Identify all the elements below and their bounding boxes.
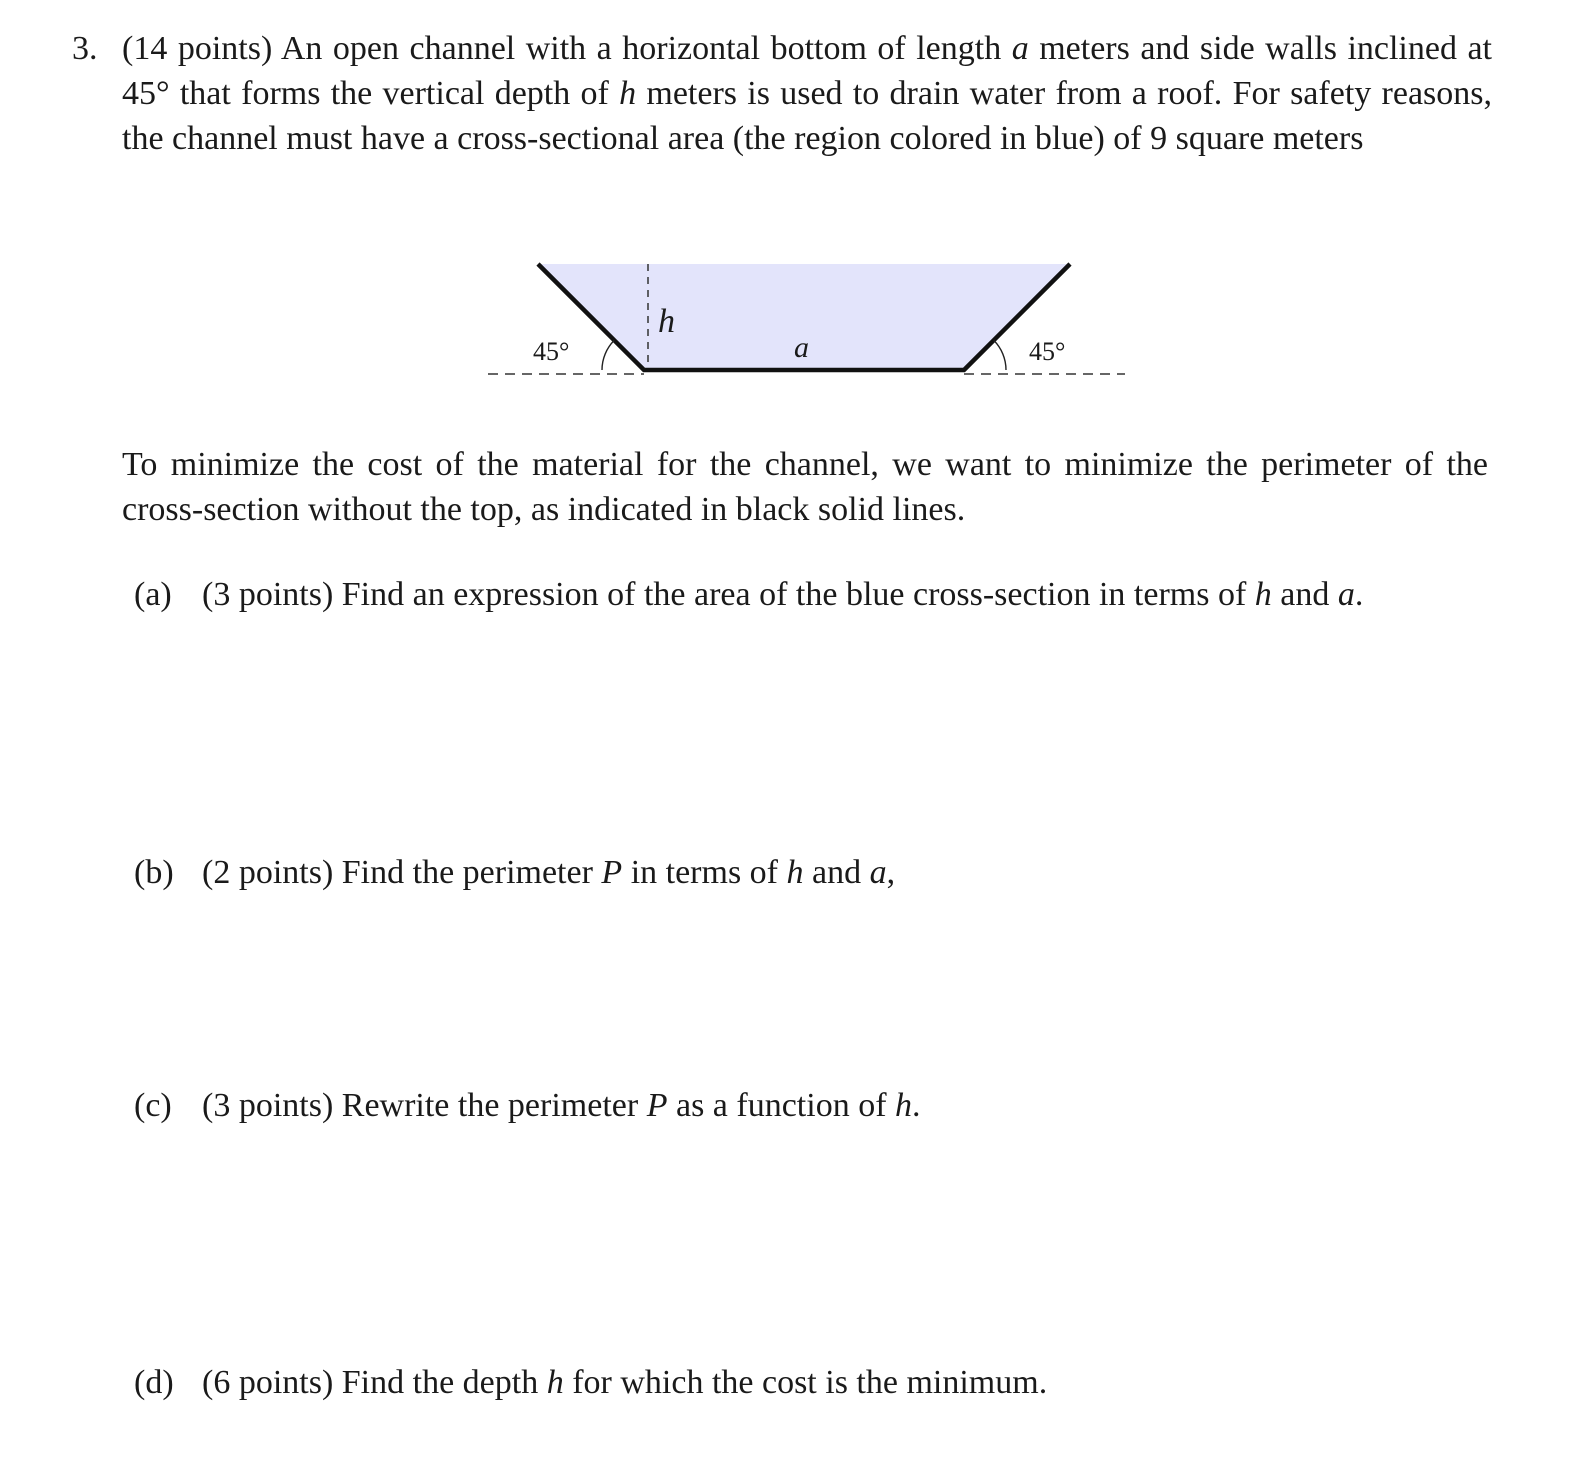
part-b-var-h: h bbox=[786, 854, 804, 891]
part-c-text-2: as a function of bbox=[667, 1087, 896, 1124]
part-d-text-2: for which the cost is the minimum. bbox=[563, 1364, 1048, 1401]
part-c-text-1: (3 points) Rewrite the perimeter bbox=[202, 1087, 647, 1124]
intro-text-2: meters and side walls inclined at 45° that forms the vertical depth of bbox=[122, 30, 1492, 112]
angle-arc-left bbox=[602, 340, 614, 370]
part-b-text-1: (2 points) Find the perimeter bbox=[202, 854, 602, 891]
part-c bbox=[134, 1083, 1488, 1128]
part-b-text-2: in terms of bbox=[622, 854, 787, 891]
channel-diagram bbox=[480, 258, 1140, 388]
part-a bbox=[134, 572, 1488, 617]
label-angle-left: 45° bbox=[533, 337, 570, 366]
part-a-var-h: h bbox=[1254, 576, 1272, 613]
problem-intro bbox=[72, 26, 1492, 161]
intro-text-1: (14 points) An open channel with a horizontal bottom of length bbox=[122, 30, 1012, 67]
part-d-text-1: (6 points) Find the depth bbox=[202, 1364, 547, 1401]
part-b-label: (b) bbox=[134, 854, 174, 891]
part-b bbox=[134, 850, 1488, 895]
paragraph-minimize: To minimize the cost of the material for the channel, we want to minimize the perimeter of the cross-section without the top, as indicated in black solid lines. bbox=[122, 446, 1488, 528]
part-a-text-1: (3 points) Find an expression of the area of the blue cross-section in terms of bbox=[202, 576, 1255, 613]
part-c-var-p: P bbox=[646, 1087, 668, 1124]
part-b-var-a: a bbox=[869, 854, 887, 891]
var-a: a bbox=[1011, 30, 1029, 67]
part-a-text bbox=[202, 572, 1488, 617]
channel-figure bbox=[480, 258, 1140, 388]
part-a-var-a: a bbox=[1337, 576, 1355, 613]
part-c-text bbox=[202, 1083, 1488, 1128]
label-angle-right: 45° bbox=[1029, 337, 1066, 366]
problem-number: 3. bbox=[72, 30, 98, 67]
part-b-text-3: and bbox=[803, 854, 870, 891]
part-a-label: (a) bbox=[134, 576, 172, 613]
part-a-text-2: and bbox=[1271, 576, 1338, 613]
label-a: a bbox=[794, 331, 809, 364]
part-d-label: (d) bbox=[134, 1364, 174, 1401]
part-d-text bbox=[202, 1360, 1488, 1405]
part-a-text-3: . bbox=[1354, 576, 1364, 613]
part-d-var-h: h bbox=[546, 1364, 564, 1401]
part-b-text-4: , bbox=[886, 854, 896, 891]
var-h: h bbox=[619, 75, 637, 112]
part-c-text-3: . bbox=[912, 1087, 921, 1124]
part-c-var-h: h bbox=[895, 1087, 913, 1124]
part-c-label: (c) bbox=[134, 1087, 172, 1124]
angle-arc-right bbox=[994, 340, 1006, 370]
problem-3 bbox=[72, 26, 1492, 161]
label-h: h bbox=[658, 303, 675, 340]
part-b-var-p: P bbox=[601, 854, 623, 891]
intro-text-3: meters is used to drain water from a roof. For safety reasons, the channel must have a cross-sectional area (the region colored in blue) of 9 square meters bbox=[122, 75, 1492, 157]
part-d bbox=[134, 1360, 1488, 1405]
part-b-text bbox=[202, 850, 1488, 895]
